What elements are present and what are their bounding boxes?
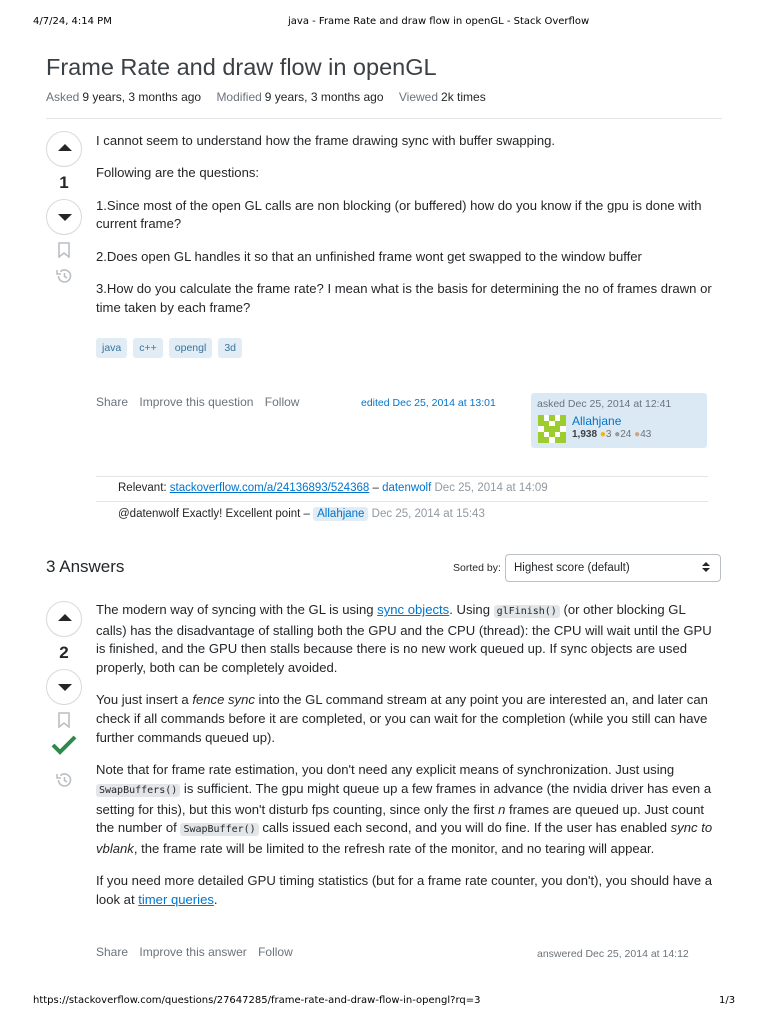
upvote-icon[interactable] [46, 601, 82, 637]
answer-body [96, 601, 716, 923]
tag-java[interactable]: java [96, 338, 127, 358]
share-link[interactable]: Share [96, 945, 129, 959]
question-body [96, 132, 716, 331]
emphasis: sync to vblank [96, 820, 713, 856]
tag-list [96, 338, 242, 358]
share-link[interactable]: Share [96, 395, 129, 409]
upvote-icon[interactable] [46, 131, 82, 167]
print-datetime: 4/7/24, 4:14 PM [33, 16, 112, 27]
avatar[interactable] [538, 415, 566, 443]
asker-reputation-row [572, 429, 651, 440]
comment-text: @datenwolf Exactly! Excellent point – [118, 508, 314, 520]
modified-value[interactable]: 9 years, 3 months ago [264, 90, 384, 104]
comment [118, 482, 548, 494]
question-meta [46, 90, 498, 104]
comment-separator: – [369, 482, 383, 494]
print-page-title: java - Frame Rate and draw flow in openGL - Stack Overflow [288, 16, 590, 27]
downvote-icon[interactable] [46, 669, 82, 705]
answer-text: You just insert a [96, 692, 193, 708]
answer-post-menu [96, 945, 301, 959]
viewed-label: Viewed [398, 90, 439, 104]
viewed-value: 2k times [441, 90, 486, 104]
gold-badge-count: 3 [605, 429, 612, 440]
answer-text: (or other blocking GL calls) has the disadvantage of stalling both the GPU and the CPU (thread): the CPU will wait until the GPU is finished, and the GPU then stalls because there is no new work queued up. If sync objects are used properly, both can be completely avoided. [96, 602, 712, 676]
emphasis: n [498, 801, 506, 817]
answer-text: frames are queued up. Just count the number of [96, 801, 705, 836]
modified-label: Modified [216, 90, 262, 104]
asked-timestamp: asked Dec 25, 2014 at 12:41 [537, 398, 672, 410]
answer-text: If you need more detailed GPU timing statistics (but for a frame rate counter, you don't), you should have a look at [96, 873, 713, 907]
accepted-check-icon [46, 734, 82, 761]
silver-badge-count: 24 [620, 429, 632, 440]
inline-code: glFinish() [494, 605, 560, 618]
answers-count: 3 Answers [46, 557, 125, 576]
tag-cpp[interactable]: c++ [133, 338, 163, 358]
question-paragraph: I cannot seem to understand how the frame drawing sync with buffer swapping. [96, 133, 556, 148]
inline-code: SwapBuffer() [180, 823, 258, 836]
question-post-menu [96, 395, 307, 409]
bronze-badge-icon: ● [634, 429, 641, 440]
inline-code: SwapBuffers() [96, 784, 180, 797]
asked-value: 9 years, 3 months ago [82, 90, 202, 104]
answer-text: into the GL command stream at any point you are interested an, and later can check if all commands before it are completed, or you can wait for the completion (while you still can have further commands queued up). [96, 692, 708, 745]
asker-reputation: 1,938 [572, 429, 598, 440]
comment-date[interactable]: Dec 25, 2014 at 15:43 [371, 508, 485, 520]
comment-text: Relevant: [118, 482, 170, 494]
asker-card [531, 393, 707, 448]
sort-arrows-icon [702, 561, 710, 576]
tag-3d[interactable]: 3d [218, 338, 242, 358]
question-paragraph: 1.Since most of the open GL calls are non blocking (or buffered) how do you know if the gpu is done with current frame? [96, 197, 702, 232]
tag-opengl[interactable]: opengl [169, 338, 213, 358]
improve-question-link[interactable]: Improve this question [139, 395, 254, 409]
timer-queries-link[interactable]: timer queries [138, 891, 214, 907]
answer-text: The modern way of syncing with the GL is using [96, 602, 378, 617]
bookmark-icon[interactable] [46, 712, 82, 733]
print-footer-url: https://stackoverflow.com/questions/27647285/frame-rate-and-draw-flow-in-opengl?rq=3 [33, 995, 481, 1006]
history-icon[interactable] [46, 771, 82, 794]
asked-label: Asked [46, 90, 80, 104]
question-paragraph: Following are the questions: [96, 165, 260, 181]
answer-paragraph [96, 601, 716, 678]
answer-text: is sufficient. The gpu might queue up a few frames in advance (the nvidia driver has even a setting for this), but this won't disturb fps counting, since only the first [96, 780, 712, 817]
comment-link[interactable]: stackoverflow.com/a/24136893/524368 [169, 482, 370, 494]
print-page-number: 1/3 [719, 995, 736, 1006]
gold-badge-icon: ● [599, 429, 606, 440]
comments-divider [96, 501, 708, 502]
improve-answer-link[interactable]: Improve this answer [139, 945, 247, 959]
answer-paragraph [96, 872, 716, 909]
sort-label: Sorted by: [453, 562, 501, 574]
sync-objects-link[interactable]: sync objects [377, 602, 450, 617]
bronze-badge-count: 43 [640, 429, 652, 440]
answer-paragraph [96, 761, 716, 859]
bookmark-icon[interactable] [46, 242, 82, 263]
answer-score: 2 [59, 643, 69, 662]
answer-text: . [213, 891, 218, 907]
answer-paragraph [96, 691, 716, 747]
answered-timestamp[interactable]: answered Dec 25, 2014 at 14:12 [537, 948, 689, 960]
history-icon[interactable] [46, 267, 82, 290]
question-paragraph: 3.How do you calculate the frame rate? I mean what is the basis for determining the no of frames drawn or time taken by each frame? [96, 280, 712, 315]
answer-text: Note that for frame rate estimation, you don't need any explicit means of synchronization. Just using [96, 762, 675, 778]
follow-link[interactable]: Follow [264, 395, 300, 409]
follow-link[interactable]: Follow [258, 945, 293, 959]
downvote-icon[interactable] [46, 199, 82, 235]
title-divider [46, 118, 722, 119]
question-score: 1 [59, 173, 69, 192]
sort-select[interactable] [505, 554, 721, 582]
comment-user[interactable]: datenwolf [382, 482, 432, 494]
edited-timestamp[interactable]: edited Dec 25, 2014 at 13:01 [361, 397, 496, 409]
comment-date[interactable]: Dec 25, 2014 at 14:09 [434, 482, 548, 494]
answer-text: , the frame rate will be limited to the refresh rate of the monitor, and no tearing will appear. [133, 840, 655, 856]
comment-user[interactable]: Allahjane [313, 507, 368, 521]
question-title[interactable]: Frame Rate and draw flow in openGL [46, 54, 437, 80]
silver-badge-icon: ● [614, 429, 621, 440]
sort-value: Highest score (default) [514, 562, 630, 574]
question-paragraph: 2.Does open GL handles it so that an unfinished frame wont get swapped to the window buffer [96, 248, 642, 264]
answer-text: calls issued each second, and you will do fine. If the user has enabled [258, 820, 671, 836]
emphasis: fence sync [192, 692, 255, 708]
asker-username[interactable]: Allahjane [572, 414, 622, 428]
comment [118, 508, 485, 520]
comments-divider [96, 476, 708, 477]
answer-text: . Using [449, 602, 494, 617]
